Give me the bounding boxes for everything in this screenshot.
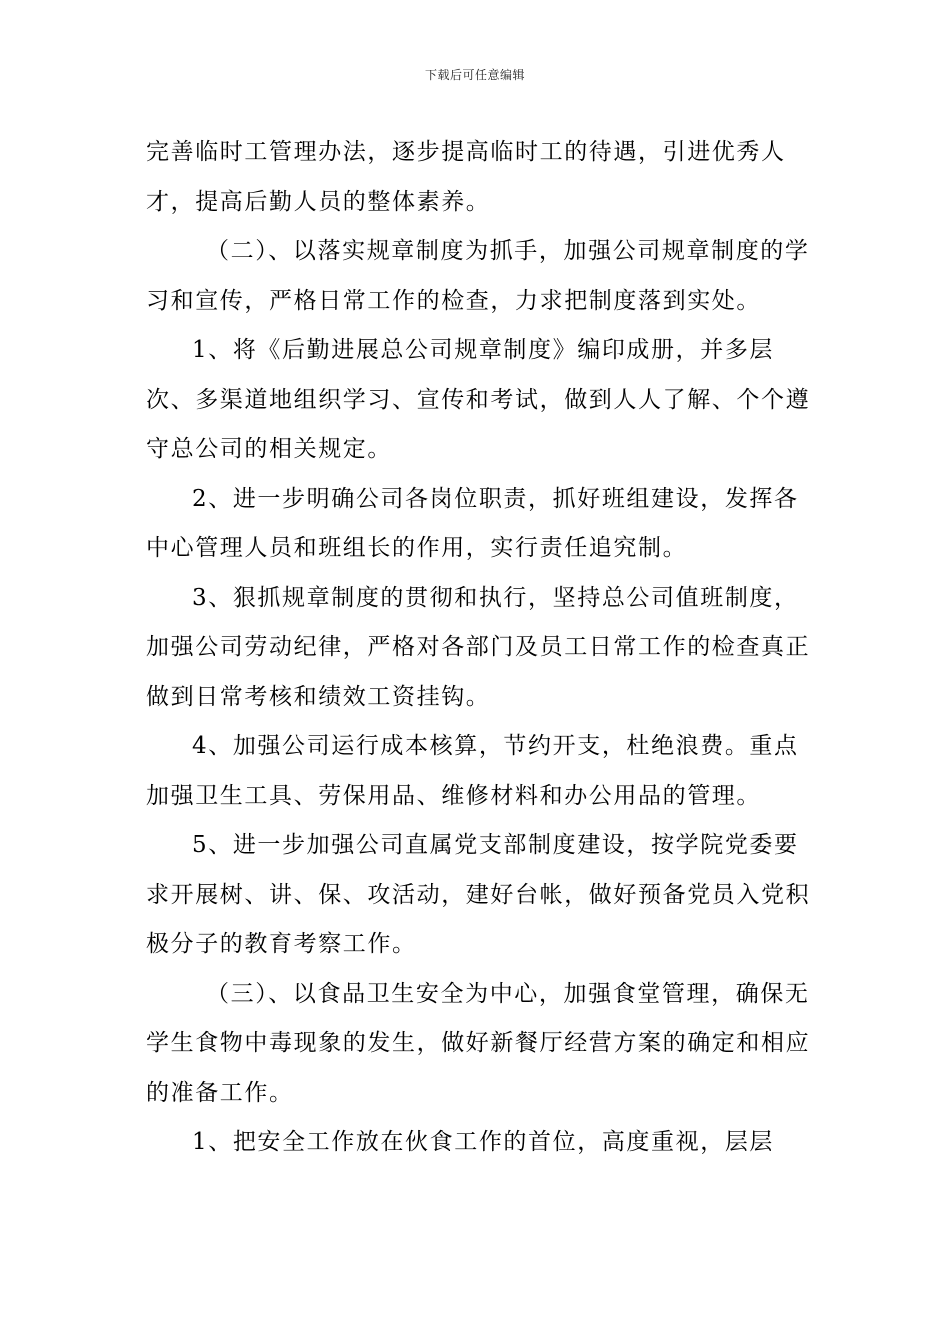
list-item-3: 3、狠抓规章制度的贯彻和执行，坚持总公司值班制度，加强公司劳动纪律，严格对各部门及员工日常工作的检查真正做到日常考核和绩效工资挂钩。 [146, 584, 811, 710]
list-item-4: 4、加强公司运行成本核算，节约开支，杜绝浪费。重点加强卫生工具、劳保用品、维修材料和办公用品的管理。 [146, 733, 799, 809]
list-item-1-section-3: 1、把安全工作放在伙食工作的首位，高度重视，层层 [192, 1129, 775, 1155]
list-item-2: 2、进一步明确公司各岗位职责，抓好班组建设，发挥各中心管理人员和班组长的作用，实行责任追究制。 [146, 485, 799, 561]
list-item-1: 1、将《后勤进展总公司规章制度》编印成册，并多层次、多渠道地组织学习、宣传和考试，做到人人了解、个个遵守总公司的相关规定。 [146, 337, 811, 462]
list-item-5: 5、进一步加强公司直属党支部制度建设，按学院党委要求开展树、讲、保、攻活动，建好台帐，做好预备党员入党积极分子的教育考察工作。 [146, 832, 811, 957]
document-body [146, 128, 818, 1168]
page-header: 下载后可任意编辑 [424, 68, 525, 82]
paragraph-continuation: 完善临时工管理办法，逐步提高临时工的待遇，引进优秀人才，提高后勤人员的整体素养。 [146, 139, 786, 215]
section-heading-2: （二）、以落实规章制度为抓手，加强公司规章制度的学习和宣传，严格日常工作的检查，力求把制度落到实处。 [146, 238, 810, 314]
section-heading-3: （三）、以食品卫生安全为中心，加强食堂管理，确保无学生食物中毒现象的发生，做好新餐厅经营方案的确定和相应的准备工作。 [146, 980, 811, 1106]
